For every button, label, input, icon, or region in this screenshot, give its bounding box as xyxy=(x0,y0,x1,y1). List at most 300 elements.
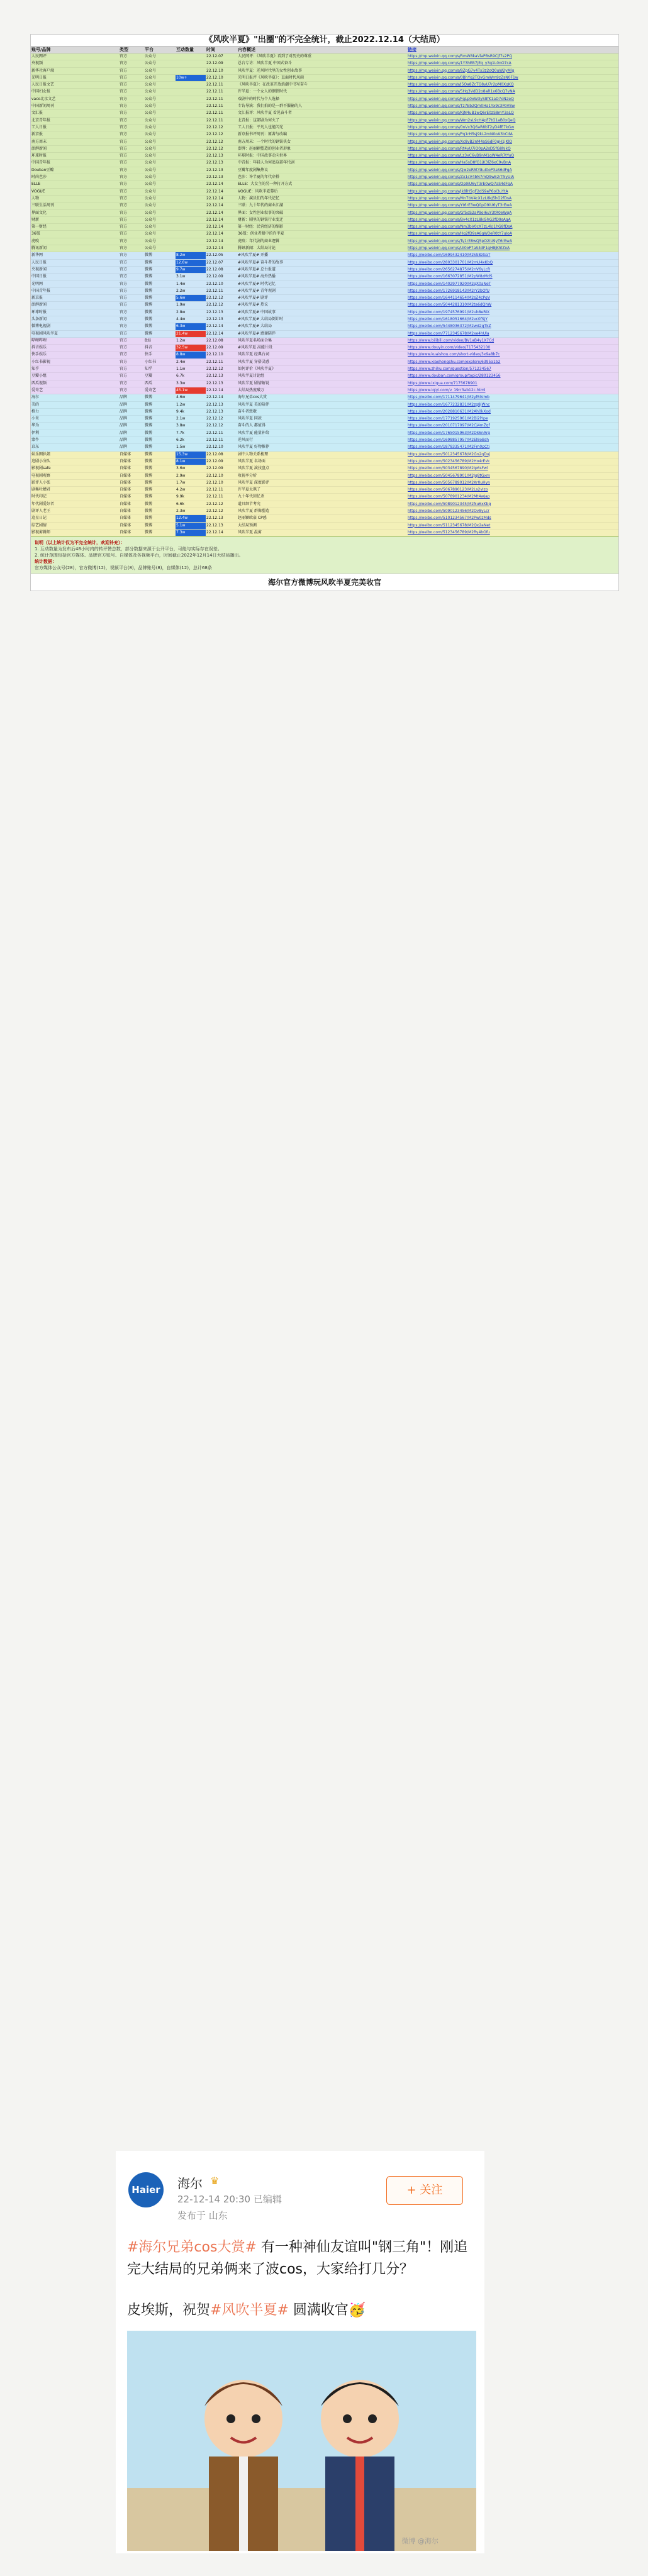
table-row xyxy=(31,338,618,345)
cell-account: 央视新闻 xyxy=(31,267,47,272)
cell-link[interactable]: https://weibo.com/1699432410/M2kS8zGaT xyxy=(408,253,491,258)
cell-link[interactable]: https://weibo.com/5078901234/M2Mt4wJap xyxy=(408,494,490,499)
cell-platform: 微博 xyxy=(145,267,153,272)
cell-platform: 公众号 xyxy=(145,125,157,130)
cell-link[interactable]: https://mp.weixin.qq.com/s/Jk8lH5gF2dS9aP6oI3uYtA xyxy=(408,189,508,194)
cell-account: 爱奇艺 xyxy=(31,387,43,392)
cell-platform: 公众号 xyxy=(145,89,157,94)
cell-link[interactable]: https://mp.weixin.qq.com/s/Hg2fD9sA6qW3eR0tY7uIoA xyxy=(408,231,512,236)
cell-account: 美的 xyxy=(31,402,40,407)
cell-link[interactable]: https://mp.weixin.qq.com/s/Bv4cX1zL8kJ5hG2fD9sAqA xyxy=(408,217,511,222)
cell-link[interactable]: https://weibo.com/1711479641/M2yf6iVmb xyxy=(408,395,489,400)
cell-account: 虎嗅 xyxy=(31,238,40,243)
avatar[interactable]: Haier xyxy=(128,2172,164,2207)
cell-account: 电视剧风吹半夏 xyxy=(31,331,59,336)
cell-link[interactable]: https://weibo.com/5067890123/M2Ls2vIzo xyxy=(408,487,488,492)
cell-summary: 三联：九十年代的商业江湖 xyxy=(238,203,284,208)
cell-link[interactable]: https://www.douyin.com/video/7175432100 xyxy=(408,345,491,350)
table-row xyxy=(31,487,618,494)
cell-type: 自媒体 xyxy=(120,530,131,535)
cell-interactions: 1.1w xyxy=(176,367,186,372)
cell-account: 豆瓣小组 xyxy=(31,374,47,379)
cell-summary: 财新：剧里的钢铁行业变迁 xyxy=(238,217,284,222)
cell-platform: 微博 xyxy=(145,430,153,435)
cell-summary: 南方周末：一个时代的钢铁侠女 xyxy=(238,139,291,144)
cell-link[interactable]: https://www.douban.com/group/topic/280123456 xyxy=(408,374,501,379)
post-text-2b: 圆满收官🥳 xyxy=(288,2302,366,2318)
cell-date: 22.12.12 xyxy=(206,423,223,428)
cell-link[interactable]: https://mp.weixin.qq.com/s/Mn7bV4cX1zL8kJ5hG2fDsA xyxy=(408,196,512,201)
cell-link[interactable]: https://weibo.com/1974576991/M2ub8eRiX xyxy=(408,309,490,314)
cell-link[interactable]: https://weibo.com/7712345678/M2xe4hUla xyxy=(408,331,489,336)
table-row xyxy=(31,423,618,430)
cell-account: 第一财经 xyxy=(31,225,47,230)
cell-date: 22.12.14 xyxy=(206,196,223,201)
cell-interactions: 9.4k xyxy=(176,409,185,414)
notes-heading: 说明（以上统计仅为不完全统计，欢迎补充）： xyxy=(35,540,125,546)
weibo-post xyxy=(116,2151,484,2553)
cell-interactions: 12.4w xyxy=(176,515,206,521)
table-row xyxy=(31,131,618,138)
cell-link[interactable]: https://weibo.com/1698857957/M2El8oBsh xyxy=(408,438,489,443)
cell-summary: #风吹半夏# 剧评 xyxy=(238,296,268,301)
cell-link[interactable]: https://weibo.com/2010717097/M2Cj4mZqf xyxy=(408,423,490,428)
table-row xyxy=(31,189,618,196)
cell-link[interactable]: https://www.bilibili.com/video/BV1aB4y1X7Cd xyxy=(408,338,494,343)
cell-interactions xyxy=(176,82,206,88)
cell-link[interactable]: https://weibo.com/1765015963/M2Dk6nArg xyxy=(408,430,491,435)
cell-link[interactable]: https://weibo.com/1618051664/M2vc0fSjY xyxy=(408,316,488,321)
cell-type: 官方 xyxy=(120,374,128,379)
table-row xyxy=(31,53,618,60)
cell-link[interactable]: https://mp.weixin.qq.com/s/Tz7Eb2Qm0Ha1Yx9c3PoV8w xyxy=(408,104,515,109)
cell-summary: #风吹半夏# 青年观剧 xyxy=(238,288,276,293)
cell-account: 工人日报 xyxy=(31,125,47,130)
cell-type: 官方 xyxy=(120,203,128,208)
cell-summary: 总台专访：风吹半夏 中国式奋斗 xyxy=(238,61,292,66)
cell-platform: 微博 xyxy=(145,516,153,521)
cell-link[interactable]: https://weibo.com/1663072851/M2pW8zMdS xyxy=(408,274,493,279)
cell-link[interactable]: https://www.xiaohongshu.com/explore/6395a1b2 xyxy=(408,359,501,364)
cell-type: 官方 xyxy=(120,96,128,101)
table-row xyxy=(31,501,618,508)
cell-link[interactable]: https://www.iqiyi.com/v_19rr3ab12c.html xyxy=(408,387,486,392)
cell-interactions: 10w+ xyxy=(176,75,206,81)
post-location: 发布于 山东 xyxy=(177,2210,228,2221)
cell-link[interactable]: https://mp.weixin.qq.com/s/Ui0oP7aS4dF1gH8jK5lZxA xyxy=(408,246,510,251)
cell-type: 官方 xyxy=(120,104,128,109)
cell-type: 官方 xyxy=(120,54,128,58)
cell-date: 22.12.10 xyxy=(206,473,223,478)
col-type: 类型 xyxy=(120,47,128,52)
table-row xyxy=(31,267,618,274)
cell-link[interactable]: https://weibo.com/2803301701/M2mU4xKbQ xyxy=(408,260,493,265)
follow-button[interactable]: + 关注 xyxy=(386,2176,463,2205)
cell-date: 22.12.14 xyxy=(206,238,223,243)
cell-date: 22.12.14 xyxy=(206,203,223,208)
cell-date: 22.12.14 xyxy=(206,189,223,194)
table-row xyxy=(31,409,618,416)
cell-link[interactable]: https://mp.weixin.qq.com/s/8ZpG7v4Tx3z2oQ0uW2yMlg xyxy=(408,68,515,73)
cell-summary: 腾讯新闻：大结局讨论 xyxy=(238,246,276,251)
cell-interactions xyxy=(176,118,206,124)
cell-account: 追剧小分队 xyxy=(31,458,51,464)
cell-interactions: 2.2w xyxy=(176,288,186,293)
cell-account: 中国青年报 xyxy=(31,160,51,165)
cell-type: 官方 xyxy=(120,132,128,137)
cell-summary: 豆瓣年度剧集热议 xyxy=(238,167,269,172)
post-username[interactable]: 海尔 xyxy=(177,2176,203,2191)
cell-type: 官方 xyxy=(120,345,128,350)
hashtag-link-1[interactable]: #海尔兄弟cos大赏# xyxy=(127,2240,257,2255)
table-row xyxy=(31,68,618,75)
table-row xyxy=(31,281,618,288)
cell-date: 22.12.11 xyxy=(206,89,223,94)
cell-link[interactable]: https://mp.weixin.qq.com/s/Ty1rE8wQ5pO2iU9yT6rEwA xyxy=(408,238,512,243)
cell-account: 抖音娱乐 xyxy=(31,345,47,350)
cell-interactions xyxy=(176,217,206,223)
table-row xyxy=(31,530,618,536)
cell-link[interactable]: https://mp.weixin.qq.com/s/Lz3xC6vB9nM1qW4eR7tYuQ xyxy=(408,153,515,158)
cell-link[interactable]: https://weibo.com/5034567890/M2Ip6sFwl xyxy=(408,466,488,471)
col-summary: 内容概述 xyxy=(238,47,255,52)
cell-summary: 风吹半夏讨论组 xyxy=(238,374,265,379)
cell-platform: 公众号 xyxy=(145,246,157,251)
cell-summary: 北青报：这部剧为何火了 xyxy=(238,118,280,123)
cell-link[interactable]: https://mp.weixin.qq.com/s/0nVx3Q6aR8bT2yD4fE7kGw xyxy=(408,125,515,130)
cell-account: 文汇报 xyxy=(31,111,43,116)
cell-link[interactable]: https://weibo.com/1677232831/M2zg8jWnc xyxy=(408,402,490,407)
cell-account: 北京青年报 xyxy=(31,118,51,123)
cell-account: 娱乐圈扒姐 xyxy=(31,452,51,457)
cell-date: 22.12.09 xyxy=(206,345,223,350)
col-platform: 平台 xyxy=(145,47,154,52)
cell-date: 22.12.13 xyxy=(206,380,223,386)
table-row xyxy=(31,523,618,530)
cell-date: 22.12.10 xyxy=(206,445,223,450)
cell-summary: 收视率分析 xyxy=(238,473,257,478)
cell-link[interactable]: https://weibo.com/5012345678/M2Gn2qDuj xyxy=(408,452,491,457)
cell-platform: 公众号 xyxy=(145,196,157,201)
cell-summary: 人物：演员们的年代记忆 xyxy=(238,196,280,201)
table-row xyxy=(31,260,618,267)
cell-link[interactable]: https://mp.weixin.qq.com/s/Yt6rE3wQ0pO9iU6yT3rEwA xyxy=(408,203,512,208)
cell-link[interactable]: https://weibo.com/5123456789/M2Ry4bOfu xyxy=(408,530,490,535)
cell-type: 品牌 xyxy=(120,445,128,450)
cell-link[interactable]: https://mp.weixin.qq.com/s/Gf5dS2aP9oI6uY3tR0eWqA xyxy=(408,210,512,215)
cell-date: 22.12.08 xyxy=(206,338,223,343)
cell-type: 自媒体 xyxy=(120,458,131,464)
cell-summary: 光明日报评《风吹半夏》：直面时代风雨 xyxy=(238,75,304,80)
cell-date: 22.12.13 xyxy=(206,167,223,172)
cell-platform: 公众号 xyxy=(145,175,157,180)
cell-summary: #风吹半夏# 大结局 xyxy=(238,324,272,329)
cell-platform: 公众号 xyxy=(145,225,157,230)
cell-type: 自媒体 xyxy=(120,466,131,471)
cell-link[interactable]: https://weibo.com/5112345678/M2Qx2aNet xyxy=(408,523,491,528)
post-image[interactable] xyxy=(127,2331,476,2551)
cell-date: 22.12.12 xyxy=(206,146,223,151)
cell-platform: 公众号 xyxy=(145,238,157,243)
cell-account: 澎湃新闻 xyxy=(31,146,47,151)
cell-summary: 戏剧中的时代与个人选择 xyxy=(238,96,280,101)
cell-platform: 微博 xyxy=(145,423,153,428)
cell-summary: 《风吹半夏》：在改革开放浪潮中书写奋斗 xyxy=(238,82,308,87)
cell-type: 官方 xyxy=(120,225,128,230)
cell-account: 小红书影视 xyxy=(31,359,51,364)
cell-link[interactable]: https://weibo.com/5045678901/M2Jq8tGxm xyxy=(408,473,490,478)
cell-interactions: 3.3w xyxy=(176,380,186,386)
cell-link[interactable]: https://weibo.com/1644114654/M2sZ4cPgV xyxy=(408,296,490,301)
cell-link[interactable]: https://weibo.com/1771925961/M2Bi2lYpe xyxy=(408,416,488,421)
cell-account: 头条新闻 xyxy=(31,316,47,321)
table-row xyxy=(31,452,618,458)
cell-interactions xyxy=(176,131,206,138)
cell-interactions xyxy=(176,210,206,216)
cell-date: 22.12.11 xyxy=(206,359,223,364)
cell-date: 22.12.09 xyxy=(206,61,223,66)
cell-interactions: 2.9w xyxy=(176,473,186,478)
cell-interactions xyxy=(176,160,206,166)
cell-link[interactable]: https://weibo.com/5056789012/M2Kr0uHyn xyxy=(408,480,490,485)
cell-date: 22.12.10 xyxy=(206,68,223,73)
cell-interactions xyxy=(176,68,206,74)
cell-link[interactable]: https://mp.weixin.qq.com/s/0BhYq2TQvGmWm9zZsN0F1w xyxy=(408,75,518,80)
cell-platform: 公众号 xyxy=(145,82,157,87)
cell-link[interactable]: https://mp.weixin.qq.com/s/Zx1cV4bN7mQ9wE2rT5yUiA xyxy=(408,175,515,180)
cell-interactions: 3.6w xyxy=(176,466,186,471)
cell-summary: 风吹半夏 同款 xyxy=(238,416,262,421)
cell-link[interactable]: https://weibo.com/5448036372/M2wd2gTkZ xyxy=(408,324,491,329)
cell-interactions xyxy=(176,110,206,116)
cell-interactions: 9.7w xyxy=(176,267,206,273)
cell-type: 品牌 xyxy=(120,423,128,428)
table-row xyxy=(31,402,618,409)
cell-summary: 芭莎：许半夏的年代穿搭 xyxy=(238,175,280,180)
cell-summary: 赵丽颖欧豪 CP感 xyxy=(238,516,267,521)
cell-date: 22.12.14 xyxy=(206,210,223,215)
cell-summary: 许半夏太飒了 xyxy=(238,487,261,492)
cell-summary: 许半夏：一个女人的钢铁时代 xyxy=(238,89,288,94)
cell-link[interactable]: https://www.zhihu.com/question/571234567 xyxy=(408,367,491,372)
cell-date: 22.12.14 xyxy=(206,225,223,230)
cell-platform: 微博 xyxy=(145,523,153,528)
cell-platform: 微博 xyxy=(145,452,153,457)
cell-link[interactable]: https://mp.weixin.qq.com/s/Nm3bV0cX7zL4kJ1hG8fDsA xyxy=(408,225,513,230)
table-row xyxy=(31,252,618,259)
cell-account: 南方周末 xyxy=(31,139,47,144)
cell-account: 中国新闻周刊 xyxy=(31,104,55,109)
cell-account: 影视剧safe xyxy=(31,466,51,471)
cell-interactions: 12.6w xyxy=(176,260,206,266)
cell-interactions: 8.2w xyxy=(176,252,206,258)
cell-type: 官方 xyxy=(120,68,128,73)
table-row xyxy=(31,323,618,330)
column-header-row xyxy=(31,47,618,53)
cell-account: 新华社客户端 xyxy=(31,68,55,73)
cell-platform: 微博 xyxy=(145,309,153,314)
cell-link[interactable]: https://mp.weixin.qq.com/s/1Y3hEB7jEq_y3g1L0nO7cA xyxy=(408,61,511,66)
cell-link[interactable]: https://mp.weixin.qq.com/s/Xc8vB2nM4aS6dF0gH1jKlQ xyxy=(408,139,512,144)
cell-type: 官方 xyxy=(120,380,128,386)
table-row xyxy=(31,245,618,252)
cell-platform: 微博 xyxy=(145,253,153,258)
cell-platform: 公众号 xyxy=(145,132,157,137)
cell-link[interactable]: https://weibo.com/2656274875/M2nV6yLcR xyxy=(408,267,491,272)
cell-link[interactable]: https://mp.weixin.qq.com/s/Ha5sD8fG1jK3lZ6xC9vBnA xyxy=(408,160,511,165)
cell-platform: 微博 xyxy=(145,324,153,329)
cell-account: 电视剧观察 xyxy=(31,473,51,478)
cell-platform: 公众号 xyxy=(145,104,157,109)
cell-link[interactable]: https://weibo.com/5089012345/M2Nu6xKbq xyxy=(408,501,491,506)
table-row xyxy=(31,181,618,188)
cell-type: 官方 xyxy=(120,125,128,130)
cell-date: 22.12.13 xyxy=(206,409,223,414)
cell-date: 22.12.14 xyxy=(206,530,223,535)
cell-platform: 公众号 xyxy=(145,68,157,73)
cell-platform: 豆瓣 xyxy=(145,374,153,379)
table-row xyxy=(31,146,618,153)
cell-link[interactable]: https://mp.weixin.qq.com/s/Qw2eR5tY8uI0oP3aS6dFgA xyxy=(408,167,512,172)
cell-interactions: 2.1w xyxy=(176,416,186,421)
cell-summary: 文汇报评：风吹半夏 看见奋斗者 xyxy=(238,111,292,116)
cell-account: 微博电视剧 xyxy=(31,324,51,329)
cell-link[interactable]: https://weibo.com/1726918143/M2rY2bOfU xyxy=(408,288,490,293)
cell-summary: 第一财经：民营经济的缩影 xyxy=(238,225,284,230)
cell-account: 时尚芭莎 xyxy=(31,175,47,180)
cell-type: 官方 xyxy=(120,253,128,258)
cell-summary: 风吹半夏 美的陪伴 xyxy=(238,402,269,407)
table-row xyxy=(31,60,618,67)
table-row xyxy=(31,373,618,380)
table-row xyxy=(31,153,618,160)
cell-interactions xyxy=(176,231,206,237)
cell-link[interactable]: https://weibo.com/5101234567/M2Pw0zMds xyxy=(408,516,491,521)
col-date: 时间 xyxy=(206,47,215,52)
cell-link[interactable]: https://www.kuaishou.com/short-video/3x9a8b7c xyxy=(408,352,500,357)
cell-account: 澎湃新闻 xyxy=(31,303,47,308)
cell-type: 官方 xyxy=(120,238,128,243)
cell-summary: 风吹半夏 好物推荐 xyxy=(238,445,269,450)
cell-link[interactable]: https://mp.weixin.qq.com/s/Op9iU6yT3rE0wQ7aS4dFgA xyxy=(408,182,513,187)
cell-interactions: 9.9k xyxy=(176,494,185,499)
cell-interactions: 6.6k xyxy=(176,501,185,506)
cell-account: 人民网评 xyxy=(31,54,47,58)
cell-interactions: 6.3w xyxy=(176,323,206,330)
cell-date: 22.12.12 xyxy=(206,303,223,308)
cell-link[interactable]: https://weibo.com/1878335471/M2Fm0pCti xyxy=(408,445,490,450)
cell-platform: 公众号 xyxy=(145,231,157,236)
cell-summary: 工人日报：平凡人也能闪光 xyxy=(238,125,284,130)
cell-link[interactable]: https://mp.weixin.qq.com/s/FgLp0xW3yS8fK1aD7oN2eQ xyxy=(408,96,514,101)
cell-interactions: 6.7k xyxy=(176,374,185,379)
cell-date: 22.12.14 xyxy=(206,331,223,336)
table-row xyxy=(31,515,618,522)
post-text-1-body: 有一种神仙友谊叫"钢三角"！刚追完大结局的兄弟俩来了波cos，大家给打几分？ xyxy=(127,2240,468,2277)
cell-link[interactable]: https://www.ixigua.com/7175678901 xyxy=(408,380,478,386)
cell-type: 官方 xyxy=(120,309,128,314)
cartoon-illustration xyxy=(127,2331,476,2551)
sheet-title: 《风吹半夏》"出圈"的不完全统计，截止2022.12.14（大结局） xyxy=(31,35,618,47)
cell-platform: 公众号 xyxy=(145,210,157,215)
cell-date: 22.12.12 xyxy=(206,509,223,513)
cell-type: 官方 xyxy=(120,167,128,172)
hashtag-link-2[interactable]: #风吹半夏# xyxy=(210,2302,289,2318)
cell-account: 腾讯新闻 xyxy=(31,246,47,251)
cell-summary: 中青报：年轻人为何追这部年代剧 xyxy=(238,160,295,165)
cell-interactions xyxy=(176,238,206,245)
table-row xyxy=(31,430,618,437)
cell-interactions xyxy=(176,89,206,95)
cell-date: 22.12.11 xyxy=(206,487,223,492)
cell-account: ELLE xyxy=(31,182,41,187)
cell-link[interactable]: https://weibo.com/5044281310/M2ta6dQhW xyxy=(408,303,492,308)
cell-interactions xyxy=(176,196,206,202)
cell-platform: 微博 xyxy=(145,458,153,464)
table-row xyxy=(31,444,618,451)
cell-interactions: 4.2w xyxy=(176,487,186,492)
cell-type: 自媒体 xyxy=(120,509,131,513)
cell-date: 22.12.14 xyxy=(206,324,223,329)
cell-interactions: 7.7k xyxy=(176,430,185,435)
cell-type: 官方 xyxy=(120,281,128,286)
cell-type: 品牌 xyxy=(120,395,128,400)
cell-date: 22.12.12 xyxy=(206,416,223,421)
cell-summary: 如何评价《风吹半夏》 xyxy=(238,367,276,372)
cell-summary: #风吹半夏 高能片段 xyxy=(238,345,272,350)
cell-link[interactable]: https://mp.weixin.qq.com/s/J5Oa8ZcTG8yU7r2pM0XgKQ xyxy=(408,82,514,87)
cell-link[interactable]: https://mp.weixin.qq.com/s/5Hq3VdD2o8aR1x6BcQ7vNA xyxy=(408,89,515,94)
cell-date: 22.12.13 xyxy=(206,402,223,407)
table-row xyxy=(31,238,618,245)
cell-type: 官方 xyxy=(120,75,128,80)
cell-summary: 风吹半夏 深度影评 xyxy=(238,480,269,485)
cell-link[interactable]: https://mp.weixin.qq.com/s/Pq1rH5sJ9kL2mN0oA3bCdA xyxy=(408,132,513,137)
cell-date: 22.12.10 xyxy=(206,75,223,80)
cell-link[interactable]: https://weibo.com/1402977920/M2qX0aNeT xyxy=(408,281,491,286)
table-row xyxy=(31,316,618,323)
cell-summary: #风吹半夏# 总台报道 xyxy=(238,267,276,272)
cell-account: VOGUE xyxy=(31,189,45,194)
table-row xyxy=(31,231,618,238)
cell-platform: 微博 xyxy=(145,487,153,492)
cell-date: 22.12.13 xyxy=(206,516,223,521)
cell-type: 官方 xyxy=(120,267,128,272)
cell-link[interactable]: https://mp.weixin.qq.com/s/RmW8kaVlaPBsR9Cjf7s2PQ xyxy=(408,54,512,58)
cell-account: 剧评人老王 xyxy=(31,509,51,513)
cell-platform: 公众号 xyxy=(145,96,157,101)
cell-link[interactable]: https://weibo.com/2028810631/M2Ah0kXod xyxy=(408,409,491,414)
table-row xyxy=(31,75,618,82)
cell-platform: 微博 xyxy=(145,303,153,308)
table-row xyxy=(31,118,618,125)
cell-platform: 快手 xyxy=(145,352,153,357)
cell-interactions: 2.8w xyxy=(176,309,186,314)
cell-account: 人民日报 xyxy=(31,260,47,265)
cell-interactions: 1.7w xyxy=(176,480,186,485)
cell-link[interactable]: https://mp.weixin.qq.com/s/Rt4yU7iO0pA2sD5fG8hJkQ xyxy=(408,146,511,151)
cell-platform: 微博 xyxy=(145,260,153,265)
cell-link[interactable]: https://mp.weixin.qq.com/s/Wm2sL9cH4pF7tG1aB0xQeQ xyxy=(408,118,516,123)
cell-date: 22.12.11 xyxy=(206,82,223,87)
cell-type: 官方 xyxy=(120,359,128,364)
cell-platform: 微博 xyxy=(145,416,153,421)
cell-link[interactable]: https://mp.weixin.qq.com/s/KjN4uB1wQ6rE0zS8mY3aLQ xyxy=(408,111,514,116)
cell-account: 中国青年报 xyxy=(31,288,51,293)
cell-link[interactable]: https://weibo.com/5090123456/M2Ov8yLcr xyxy=(408,509,489,513)
cell-type: 官方 xyxy=(120,274,128,279)
cell-link[interactable]: https://weibo.com/5023456789/M2Ho4rEvk xyxy=(408,458,490,464)
